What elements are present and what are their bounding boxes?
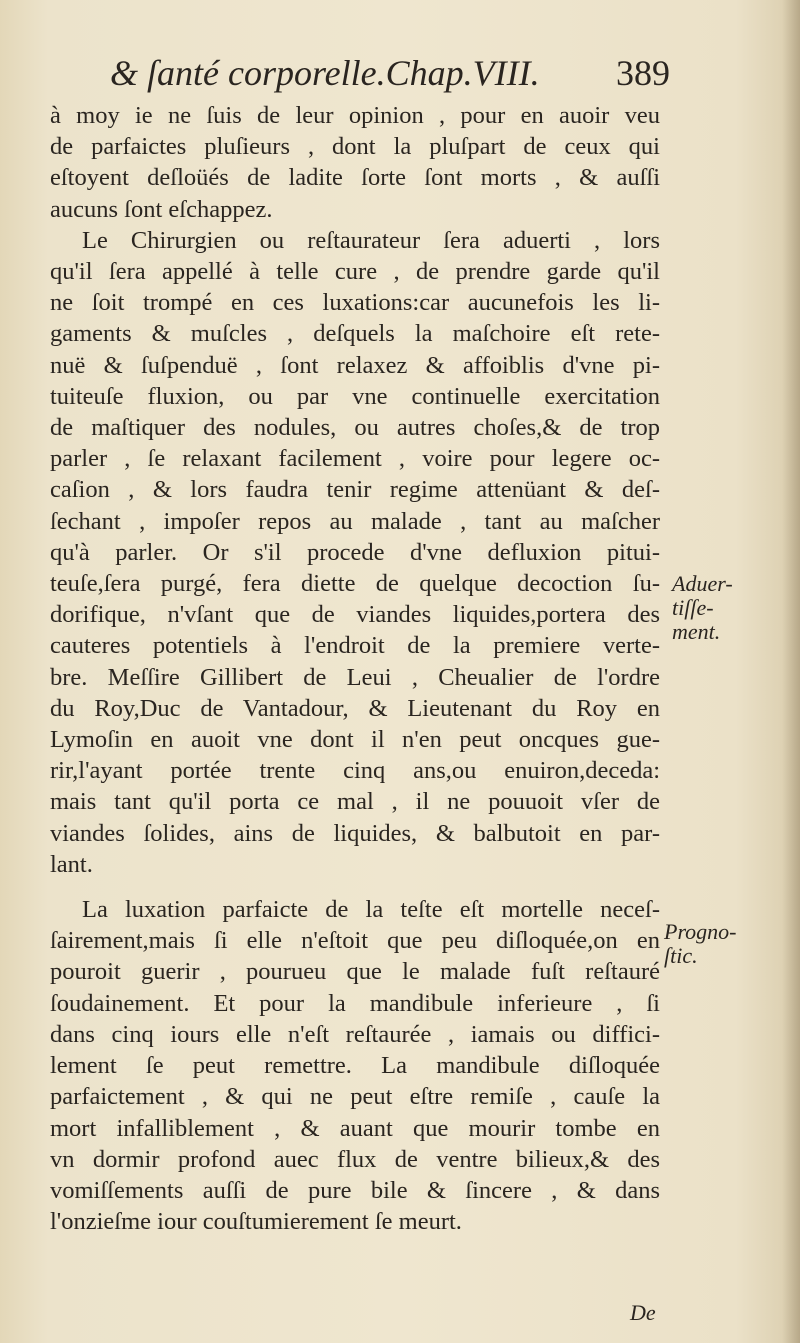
text-line: La luxation parfaicte de la teſte eſt mortelle neceſ- [82,896,660,924]
running-title: & ſanté corporelle.Chap.VIII. [110,53,540,93]
text-line: dans cinq iours elle n'eſt reſtaurée , iamais ou diffici- [50,1020,660,1048]
text-line: qu'à parler. Or s'il procede d'vne defluxion pitui- [50,538,660,566]
margin-note-line: tiſſe- [672,595,714,620]
text-line: Lymoſin en auoit vne dont il n'en peut oncques gue- [50,726,660,754]
text-line: parfaictement , & qui ne peut eſtre remiſe , cauſe la [50,1083,660,1111]
text-line: gaments & muſcles , deſquels la maſchoire eſt rete- [50,320,660,348]
text-line: mort infalliblement , & auant que mourir tombe en [50,1114,660,1142]
text-line: lant. [50,850,93,878]
text-line: de maſtiquer des nodules, ou autres choſes,& de trop [50,414,660,442]
text-line: rir,l'ayant portée trente cinq ans,ou enuiron,deceda: [50,757,660,785]
text-line: Le Chirurgien ou reſtaurateur ſera aduerti , lors [82,226,660,254]
text-line: ſairement,mais ſi elle n'eſtoit que peu diſloquée,on en [50,927,660,955]
text-line: caſion , & lors faudra tenir regime attenüant & deſ- [50,476,660,504]
page-number: 389 [616,53,670,93]
catchword: De [630,1300,656,1325]
text-line: lement ſe peut remettre. La mandibule diſloquée [50,1052,660,1080]
text-line: vomiſſements auſſi de pure bile & ſincere , & dans [50,1176,660,1204]
text-line: tuiteuſe fluxion, ou par vne continuelle exercitation [50,382,660,410]
text-line: du Roy,Duc de Vantadour, & Lieutenant du Roy en [50,694,660,722]
text-line: dorifique, n'vſant que de viandes liquides,portera des [50,601,660,629]
text-line: parler , ſe relaxant facilement , voire pour legere oc- [50,445,660,473]
margin-note-line: Aduer- [672,571,733,596]
margin-note-line: Progno- [664,919,737,944]
body-text [50,100,660,1237]
text-line: ſoudainement. Et pour la mandibule inferieure , ſi [50,989,660,1017]
text-line: mais tant qu'il porta ce mal , il ne pouuoit vſer de [50,788,660,816]
margin-note-line: ſtic. [664,943,698,968]
page-edge-shadow [782,0,800,1343]
margin-note-aduertissement [672,572,752,644]
text-line: viandes ſolides, ains de liquides, & balbutoit en par- [50,819,660,847]
margin-note-prognostic [664,920,764,968]
text-line: qu'il ſera appellé à telle cure , de prendre garde qu'il [50,258,660,286]
text-line: l'onzieſme iour couſtumierement ſe meurt. [50,1208,462,1236]
margin-note-line: ment. [672,619,721,644]
paragraph-gap [50,880,660,894]
text-line: ſechant , impoſer repos au malade , tant au maſcher [50,507,660,535]
text-line: cauteres potentiels à l'endroit de la premiere verte- [50,632,660,660]
text-line: vn dormir profond auec flux de ventre bilieux,& des [50,1145,660,1173]
text-line: eſtoyent deſloüés de ladite ſorte ſont morts , & auſſi [50,164,660,192]
text-line: aucuns ſont eſchappez. [50,195,273,223]
running-header [110,52,670,104]
text-line: ne ſoit trompé en ces luxations:car aucunefois les li- [50,289,660,317]
text-line: de parfaictes pluſieurs , dont la pluſpart de ceux qui [50,133,660,161]
text-line: à moy ie ne ſuis de leur opinion , pour en auoir veu [50,102,660,129]
text-line: bre. Meſſire Gillibert de Leui , Cheualier de l'ordre [50,663,660,691]
text-line: pouroit guerir , pourueu que le malade fuſt reſtauré [50,958,660,986]
text-line: nuë & ſuſpenduë , ſont relaxez & affoiblis d'vne pi- [50,351,660,379]
text-line: teuſe,ſera purgé, fera diette de quelque decoction ſu- [50,570,660,598]
